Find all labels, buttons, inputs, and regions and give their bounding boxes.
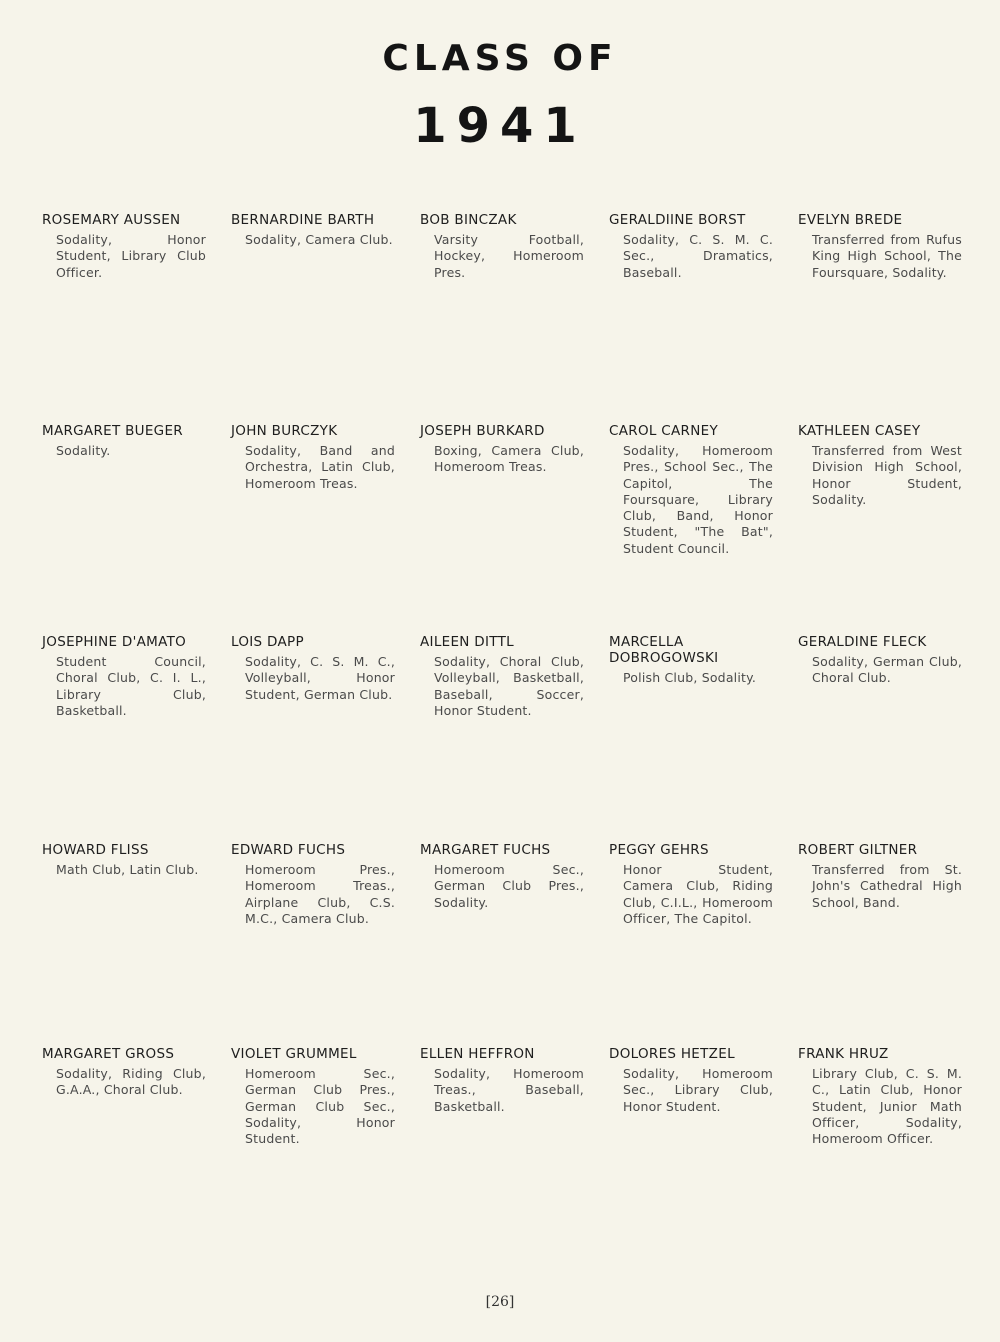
student-name: EDWARD FUCHS (231, 842, 346, 858)
student-name: MARGARET GROSS (42, 1046, 175, 1062)
student-name: MARCELLA DOBROGOWSKI (609, 634, 719, 666)
student-entry (609, 1046, 798, 1246)
student-activities: Polish Club, Sodality. (623, 670, 757, 685)
page-title-year: 1941 (413, 98, 587, 154)
student-name: AILEEN DITTL (420, 634, 514, 650)
student-name: GERALDIINE BORST (609, 212, 746, 228)
student-activities: Honor Student, Camera Club, Riding Club, C.I.L., Homeroom Officer, The Capitol. (623, 862, 773, 926)
student-activities: Sodality, German Club, Choral Club. (812, 654, 962, 686)
student-name: FRANK HRUZ (798, 1046, 889, 1062)
student-activities: Varsity Football, Hockey, Homeroom Pres. (434, 232, 584, 280)
student-name: BERNARDINE BARTH (231, 212, 375, 228)
student-entry (420, 842, 609, 1046)
student-entry (798, 634, 987, 842)
student-entry (798, 842, 987, 1046)
student-name: JOSEPH BURKARD (420, 423, 545, 439)
student-entry (231, 212, 420, 423)
page-number: [26] (485, 1294, 515, 1310)
student-name: ELLEN HEFFRON (420, 1046, 535, 1062)
student-name: MARGARET BUEGER (42, 423, 183, 439)
student-entry (42, 212, 231, 423)
student-entry (420, 212, 609, 423)
student-entry (798, 1046, 987, 1246)
student-entry (798, 423, 987, 634)
student-activities: Student Council, Choral Club, C. I. L., Library Club, Basketball. (56, 654, 206, 718)
student-name: EVELYN BREDE (798, 212, 903, 228)
student-grid (42, 212, 982, 1246)
student-entry (609, 842, 798, 1046)
student-entry (231, 1046, 420, 1246)
student-activities: Sodality, Honor Student, Library Club Officer. (56, 232, 206, 280)
student-entry (609, 423, 798, 634)
student-activities: Sodality, Riding Club, G.A.A., Choral Club. (56, 1066, 206, 1098)
student-name: JOHN BURCZYK (231, 423, 338, 439)
student-activities: Transferred from West Division High School, Honor Student, Sodality. (812, 443, 962, 507)
student-entry (42, 842, 231, 1046)
student-activities: Sodality, Camera Club. (245, 232, 393, 247)
student-entry (42, 634, 231, 842)
student-entry (420, 634, 609, 842)
student-name: PEGGY GEHRS (609, 842, 709, 858)
student-activities: Homeroom Sec., German Club Pres., Sodality. (434, 862, 584, 910)
student-name: HOWARD FLISS (42, 842, 149, 858)
student-activities: Boxing, Camera Club, Homeroom Treas. (434, 443, 584, 475)
student-name: ROSEMARY AUSSEN (42, 212, 181, 228)
student-name: CAROL CARNEY (609, 423, 718, 439)
student-entry (42, 423, 231, 634)
student-activities: Sodality. (56, 443, 111, 458)
student-activities: Sodality, Homeroom Treas., Baseball, Basketball. (434, 1066, 584, 1114)
student-activities: Library Club, C. S. M. C., Latin Club, Honor Student, Junior Math Officer, Sodality, Homeroom Officer. (812, 1066, 962, 1147)
student-name: DOLORES HETZEL (609, 1046, 735, 1062)
student-activities: Sodality, Choral Club, Volleyball, Basketball, Baseball, Soccer, Honor Student. (434, 654, 584, 718)
student-entry (420, 423, 609, 634)
page-title-class-of: CLASS OF (382, 38, 618, 79)
student-entry (231, 842, 420, 1046)
student-entry (609, 212, 798, 423)
student-entry (609, 634, 798, 842)
student-name: LOIS DAPP (231, 634, 304, 650)
student-name: ROBERT GILTNER (798, 842, 918, 858)
student-name: VIOLET GRUMMEL (231, 1046, 357, 1062)
student-activities: Sodality, C. S. M. C., Volleyball, Honor Student, German Club. (245, 654, 395, 702)
student-entry (798, 212, 987, 423)
student-activities: Sodality, Homeroom Sec., Library Club, Honor Student. (623, 1066, 773, 1114)
student-entry (420, 1046, 609, 1246)
student-activities: Sodality, C. S. M. C. Sec., Dramatics, Baseball. (623, 232, 773, 280)
student-entry (231, 634, 420, 842)
student-name: GERALDINE FLECK (798, 634, 927, 650)
student-activities: Homeroom Sec., German Club Pres., German Club Sec., Sodality, Honor Student. (245, 1066, 395, 1147)
student-activities: Sodality, Band and Orchestra, Latin Club, Homeroom Treas. (245, 443, 395, 491)
student-name: BOB BINCZAK (420, 212, 517, 228)
student-entry (231, 423, 420, 634)
student-activities: Math Club, Latin Club. (56, 862, 199, 877)
student-activities: Sodality, Homeroom Pres., School Sec., The Capitol, The Foursquare, Library Club, Band, Honor Student, "The Bat", Student Council. (623, 443, 773, 556)
student-entry (42, 1046, 231, 1246)
student-name: KATHLEEN CASEY (798, 423, 921, 439)
student-name: MARGARET FUCHS (420, 842, 551, 858)
student-activities: Homeroom Pres., Homeroom Treas., Airplane Club, C.S. M.C., Camera Club. (245, 862, 395, 926)
student-activities: Transferred from St. John's Cathedral High School, Band. (812, 862, 962, 910)
student-activities: Transferred from Rufus King High School, The Foursquare, Sodality. (812, 232, 962, 280)
student-name: JOSEPHINE D'AMATO (42, 634, 187, 650)
